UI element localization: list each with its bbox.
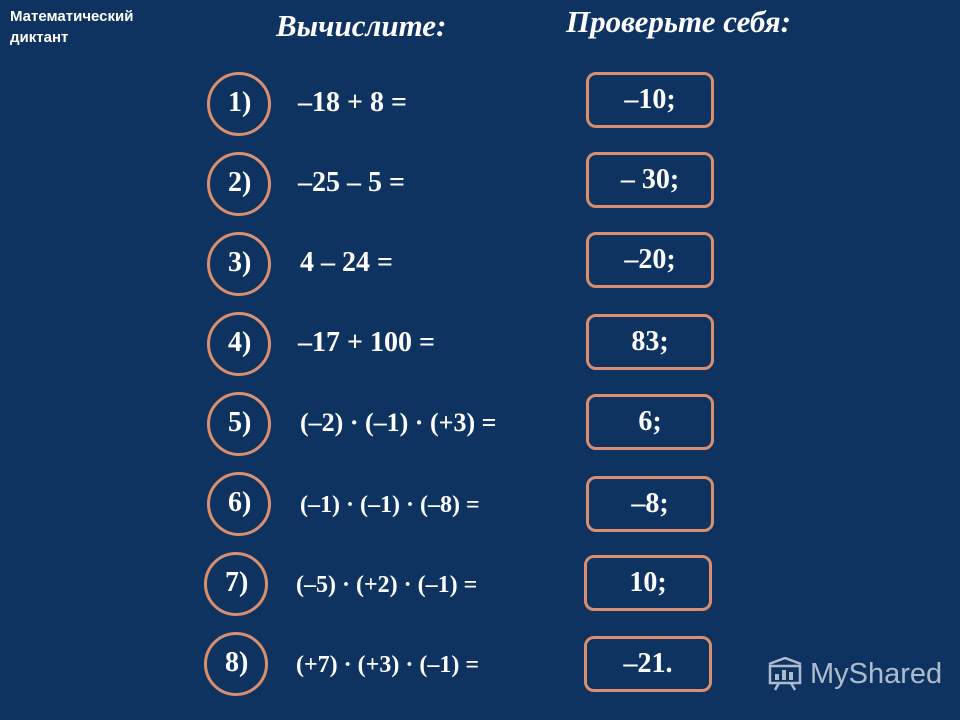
- dictation-title: [10, 6, 133, 48]
- problem-number: 1): [228, 87, 252, 118]
- answer-box[interactable]: 10;: [584, 555, 712, 611]
- answer-box[interactable]: –21.: [584, 636, 712, 692]
- answer-box[interactable]: –20;: [586, 232, 714, 288]
- problem-row: [0, 552, 960, 616]
- problem-number: 5): [228, 407, 252, 438]
- problem-expression: (–5) · (+2) · (–1) =: [296, 572, 478, 598]
- problem-number: 4): [228, 327, 252, 358]
- problem-number: 7): [225, 567, 249, 598]
- dictation-title-line1: Математический: [10, 8, 134, 25]
- problem-expression: (–2) · (–1) · (+3) =: [300, 408, 497, 437]
- dictation-title-line2: диктант: [10, 29, 69, 46]
- problem-row: [0, 232, 960, 296]
- problem-expression: (–1) · (–1) · (–8) =: [300, 492, 480, 518]
- problem-row: [0, 72, 960, 136]
- problem-row: [0, 472, 960, 536]
- problem-number: 8): [225, 647, 249, 678]
- calculate-heading: Вычислите:: [276, 8, 447, 43]
- answer-box[interactable]: 83;: [586, 314, 714, 370]
- presentation-icon: [766, 657, 804, 691]
- problem-expression: 4 – 24 =: [300, 247, 393, 278]
- problem-expression: –25 – 5 =: [298, 167, 405, 198]
- problem-row: [0, 312, 960, 376]
- problem-expression: (+7) · (+3) · (–1) =: [296, 652, 479, 678]
- myshared-watermark[interactable]: [766, 652, 942, 696]
- problem-expression: –18 + 8 =: [298, 87, 407, 118]
- check-yourself-heading: Проверьте себя:: [566, 4, 791, 39]
- answer-box[interactable]: 6;: [586, 394, 714, 450]
- watermark-text: MyShared: [810, 657, 943, 690]
- problem-expression: –17 + 100 =: [298, 327, 435, 358]
- problem-number: 3): [228, 247, 252, 278]
- answer-box[interactable]: – 30;: [586, 152, 714, 208]
- answer-box[interactable]: –10;: [586, 72, 714, 128]
- problem-row: [0, 152, 960, 216]
- answer-box[interactable]: –8;: [586, 476, 714, 532]
- problem-row: [0, 392, 960, 456]
- problem-number: 6): [228, 487, 252, 518]
- problem-number: 2): [228, 167, 252, 198]
